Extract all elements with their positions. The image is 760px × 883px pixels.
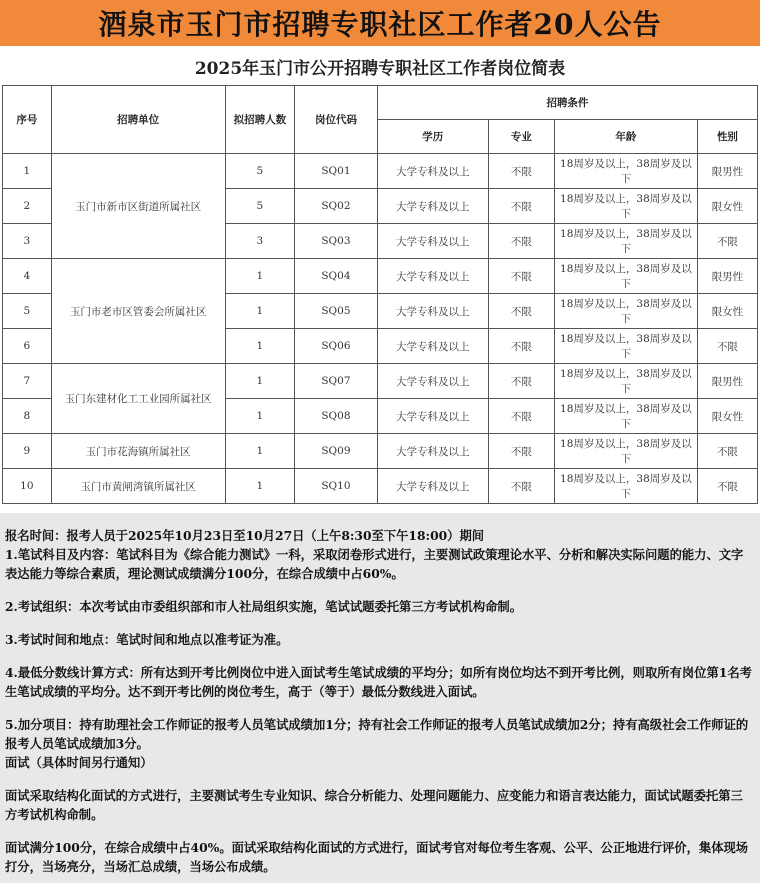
note-item: 5.加分项目：持有助理社会工作师证的报考人员笔试成绩加1分；持有社会工作师证的报考人员笔试成绩加2分；持有高级社会工作师证的报考人员笔试成绩加3分。 — [5, 717, 749, 751]
cell-gender: 不限 — [697, 469, 757, 504]
cell-seq: 4 — [3, 259, 52, 294]
cell-code: SQ09 — [295, 434, 378, 469]
cell-major: 不限 — [488, 329, 554, 364]
cell-count: 5 — [225, 189, 294, 224]
cell-code: SQ03 — [295, 224, 378, 259]
cell-seq: 7 — [3, 364, 52, 399]
cell-major: 不限 — [488, 224, 554, 259]
cell-unit: 玉门东建材化工工业园所属社区 — [51, 364, 225, 434]
cell-major: 不限 — [488, 259, 554, 294]
table-row — [3, 434, 758, 469]
table-row — [3, 469, 758, 504]
table-row — [3, 154, 758, 189]
positions-table — [2, 85, 758, 504]
cell-code: SQ02 — [295, 189, 378, 224]
cell-age: 18周岁及以上，38周岁及以下 — [554, 224, 697, 259]
cell-count: 3 — [225, 224, 294, 259]
interview-time: 面试（具体时间另行通知） — [5, 755, 153, 770]
cell-seq: 3 — [3, 224, 52, 259]
cell-major: 不限 — [488, 469, 554, 504]
header-gender: 性别 — [697, 120, 757, 154]
cell-count: 5 — [225, 154, 294, 189]
table-row — [3, 364, 758, 399]
cell-age: 18周岁及以上，38周岁及以下 — [554, 399, 697, 434]
cell-age: 18周岁及以上，38周岁及以下 — [554, 364, 697, 399]
header-unit: 招聘单位 — [51, 86, 225, 154]
cell-count: 1 — [225, 469, 294, 504]
cell-gender: 限男性 — [697, 154, 757, 189]
cell-seq: 8 — [3, 399, 52, 434]
table-subtitle: 2025年玉门市公开招聘专职社区工作者岗位简表 — [194, 58, 566, 79]
cell-code: SQ06 — [295, 329, 378, 364]
cell-education: 大学专科及以上 — [377, 434, 488, 469]
cell-age: 18周岁及以上，38周岁及以下 — [554, 329, 697, 364]
cell-gender: 不限 — [697, 224, 757, 259]
cell-education: 大学专科及以上 — [377, 259, 488, 294]
cell-education: 大学专科及以上 — [377, 329, 488, 364]
cell-unit: 玉门市新市区街道所属社区 — [51, 154, 225, 259]
cell-seq: 6 — [3, 329, 52, 364]
cell-major: 不限 — [488, 294, 554, 329]
cell-education: 大学专科及以上 — [377, 469, 488, 504]
cell-code: SQ10 — [295, 469, 378, 504]
cell-count: 1 — [225, 399, 294, 434]
cell-education: 大学专科及以上 — [377, 154, 488, 189]
cell-code: SQ07 — [295, 364, 378, 399]
header-count: 拟招聘人数 — [225, 86, 294, 154]
cell-major: 不限 — [488, 154, 554, 189]
interview-method: 面试采取结构化面试的方式进行，主要测试考生专业知识、综合分析能力、处理问题能力、应变能力和语言表达能力，面试试题委托第三方考试机构命制。 — [5, 788, 743, 822]
cell-count: 1 — [225, 329, 294, 364]
header-code: 岗位代码 — [295, 86, 378, 154]
cell-gender: 不限 — [697, 329, 757, 364]
cell-code: SQ05 — [295, 294, 378, 329]
interview-score: 面试满分100分，在综合成绩中占40%。面试采取结构化面试的方式进行，面试考官对每位考生客观、公平、公正地进行评价，集体现场打分，当场亮分，当场汇总成绩，当场公布成绩。 — [5, 840, 749, 874]
header-seq: 序号 — [3, 86, 52, 154]
cell-major: 不限 — [488, 364, 554, 399]
cell-count: 1 — [225, 294, 294, 329]
header-age: 年龄 — [554, 120, 697, 154]
cell-age: 18周岁及以上，38周岁及以下 — [554, 469, 697, 504]
cell-age: 18周岁及以上，38周岁及以下 — [554, 154, 697, 189]
cell-code: SQ08 — [295, 399, 378, 434]
cell-unit: 玉门市老市区管委会所属社区 — [51, 259, 225, 364]
cell-major: 不限 — [488, 399, 554, 434]
cell-seq: 5 — [3, 294, 52, 329]
header-education: 学历 — [377, 120, 488, 154]
cell-gender: 限女性 — [697, 399, 757, 434]
cell-major: 不限 — [488, 434, 554, 469]
cell-education: 大学专科及以上 — [377, 399, 488, 434]
cell-education: 大学专科及以上 — [377, 364, 488, 399]
note-item: 2.考试组织：本次考试由市委组织部和市人社局组织实施，笔试试题委托第三方考试机构命制。 — [5, 599, 523, 614]
cell-major: 不限 — [488, 189, 554, 224]
cell-gender: 限男性 — [697, 364, 757, 399]
cell-code: SQ01 — [295, 154, 378, 189]
note-item: 1.笔试科目及内容：笔试科目为《综合能力测试》一科，采取闭卷形式进行，主要测试政策理论水平、分析和解决实际问题的能力、文字表达能力等综合素质，理论测试成绩满分100分，在综合成绩中占60%。 — [5, 547, 744, 581]
cell-education: 大学专科及以上 — [377, 189, 488, 224]
cell-unit: 玉门市花海镇所属社区 — [51, 434, 225, 469]
cell-seq: 2 — [3, 189, 52, 224]
cell-gender: 限女性 — [697, 294, 757, 329]
cell-unit: 玉门市黄闸湾镇所属社区 — [51, 469, 225, 504]
cell-count: 1 — [225, 364, 294, 399]
cell-education: 大学专科及以上 — [377, 224, 488, 259]
cell-age: 18周岁及以上，38周岁及以下 — [554, 259, 697, 294]
registration-time: 报名时间：报考人员于2025年10月23日至10月27日（上午8:30至下午18:00）期间 — [5, 528, 485, 543]
note-item: 4.最低分数线计算方式：所有达到开考比例岗位中进入面试考生笔试成绩的平均分；如所有岗位均达不到开考比例，则取所有岗位第1名考生笔试成绩的平均分。达不到开考比例的岗位考生，高于（等于）最低分数线进入面试。 — [5, 665, 752, 699]
cell-gender: 限男性 — [697, 259, 757, 294]
table-row — [3, 259, 758, 294]
cell-gender: 限女性 — [697, 189, 757, 224]
cell-seq: 1 — [3, 154, 52, 189]
cell-age: 18周岁及以上，38周岁及以下 — [554, 189, 697, 224]
cell-gender: 不限 — [697, 434, 757, 469]
cell-education: 大学专科及以上 — [377, 294, 488, 329]
cell-count: 1 — [225, 259, 294, 294]
cell-seq: 10 — [3, 469, 52, 504]
header-conditions: 招聘条件 — [377, 86, 757, 120]
cell-count: 1 — [225, 434, 294, 469]
notice-title: 酒泉市玉门市招聘专职社区工作者20人公告 — [0, 0, 760, 46]
notice-details — [0, 513, 760, 883]
header-major: 专业 — [488, 120, 554, 154]
cell-seq: 9 — [3, 434, 52, 469]
note-item: 3.考试时间和地点：笔试时间和地点以准考证为准。 — [5, 632, 289, 647]
cell-age: 18周岁及以上，38周岁及以下 — [554, 294, 697, 329]
cell-age: 18周岁及以上，38周岁及以下 — [554, 434, 697, 469]
cell-code: SQ04 — [295, 259, 378, 294]
